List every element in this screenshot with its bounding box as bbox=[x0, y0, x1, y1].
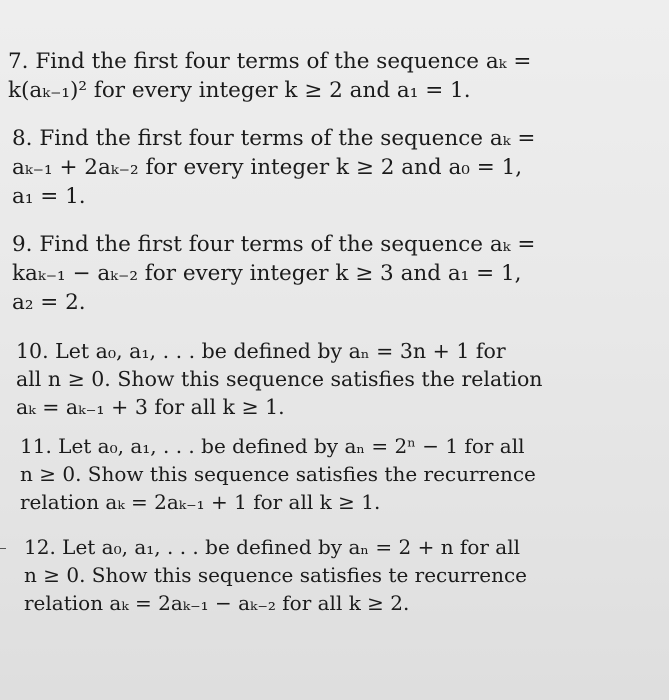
problem-number: 10. bbox=[16, 339, 49, 363]
problem-text: a₁ = 1. bbox=[12, 184, 86, 209]
problem-9 bbox=[12, 230, 535, 317]
problem-text: Let a₀, a₁, . . . be defined by aₙ = 2 + n for all bbox=[62, 535, 521, 559]
problem-number: 11. bbox=[20, 434, 52, 458]
problem-text: relation aₖ = 2aₖ₋₁ − aₖ₋₂ for all k ≥ 2. bbox=[24, 591, 410, 615]
problem-11 bbox=[20, 432, 536, 516]
problem-text: a₂ = 2. bbox=[12, 290, 86, 315]
problem-text: Let a₀, a₁, . . . be defined by aₙ = 2ⁿ − 1 for all bbox=[58, 434, 525, 458]
problem-number: 8. bbox=[12, 126, 33, 151]
problem-line bbox=[24, 533, 527, 561]
problem-text: aₖ₋₁ + 2aₖ₋₂ for every integer k ≥ 2 and a₀ = 1, bbox=[12, 155, 523, 180]
problem-10 bbox=[16, 337, 543, 421]
problem-12 bbox=[24, 533, 527, 617]
problem-line bbox=[12, 230, 535, 259]
problem-text: Find the first four terms of the sequence aₖ = bbox=[35, 49, 532, 74]
problem-line bbox=[8, 47, 531, 76]
problem-text: Find the first four terms of the sequence aₖ = bbox=[39, 126, 536, 151]
problem-7 bbox=[8, 47, 531, 105]
edge-mark bbox=[0, 548, 6, 549]
problem-text: Let a₀, a₁, . . . be defined by aₙ = 3n + 1 for bbox=[55, 339, 506, 363]
problem-text: Find the first four terms of the sequence aₖ = bbox=[39, 232, 536, 257]
problem-8 bbox=[12, 124, 535, 211]
problem-line bbox=[16, 337, 543, 365]
problem-text: k(aₖ₋₁)² for every integer k ≥ 2 and a₁ = 1. bbox=[8, 78, 471, 103]
problem-text: n ≥ 0. Show this sequence satisfies the recurrence bbox=[20, 462, 536, 486]
problem-text: all n ≥ 0. Show this sequence satisfies the relation bbox=[16, 367, 543, 391]
problem-text: relation aₖ = 2aₖ₋₁ + 1 for all k ≥ 1. bbox=[20, 490, 381, 514]
problem-line bbox=[12, 124, 535, 153]
problem-text: kaₖ₋₁ − aₖ₋₂ for every integer k ≥ 3 and a₁ = 1, bbox=[12, 261, 522, 286]
problem-number: 12. bbox=[24, 535, 56, 559]
problem-line bbox=[20, 432, 536, 460]
problem-number: 7. bbox=[8, 49, 29, 74]
problem-number: 9. bbox=[12, 232, 33, 257]
problem-text: aₖ = aₖ₋₁ + 3 for all k ≥ 1. bbox=[16, 395, 285, 419]
problem-text: n ≥ 0. Show this sequence satisfies te recurrence bbox=[24, 563, 527, 587]
